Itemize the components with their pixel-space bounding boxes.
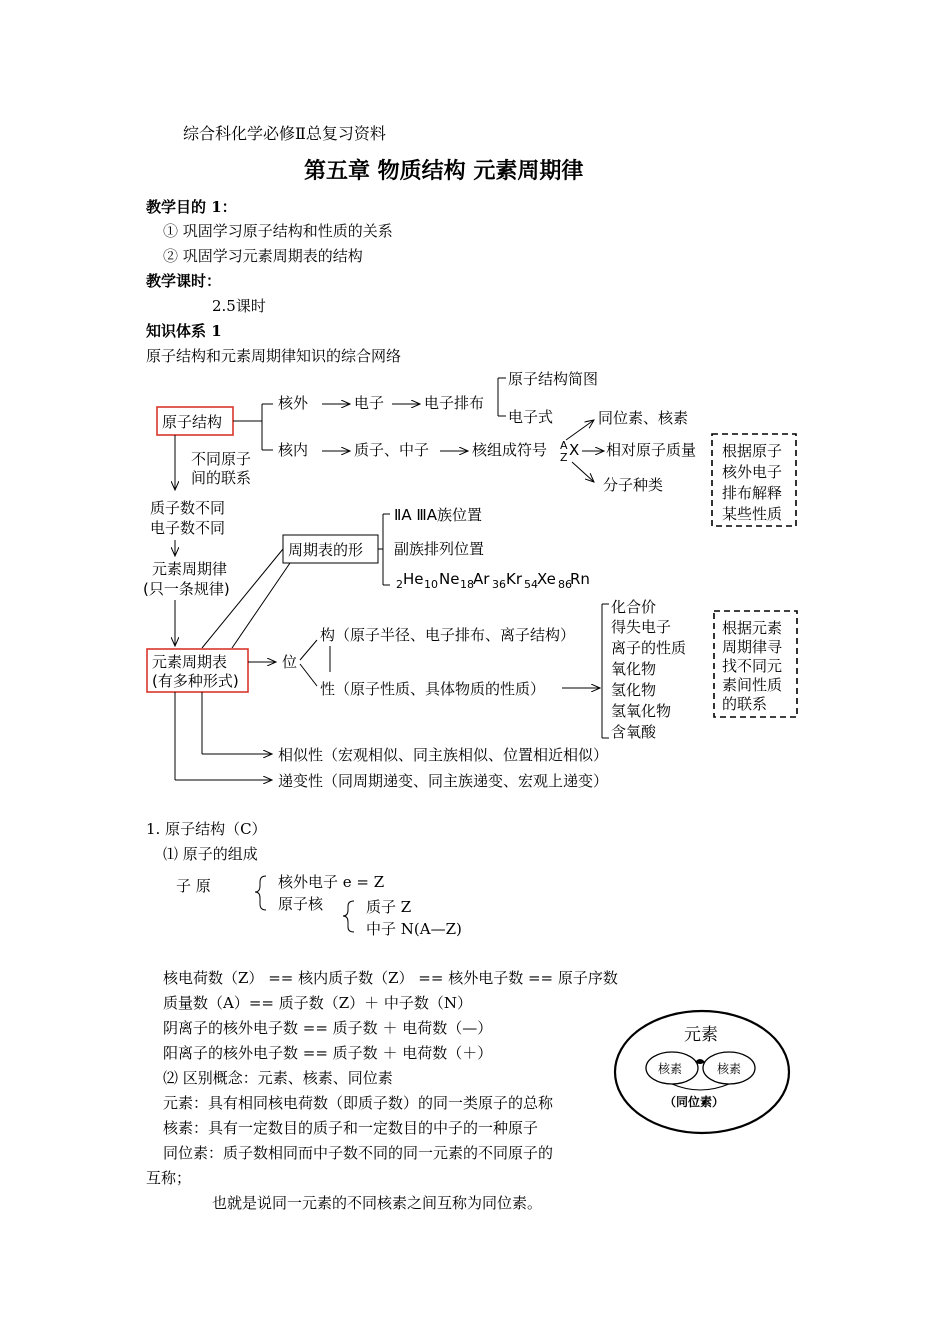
atomic-number: 18 <box>460 578 474 591</box>
periodic-law-line: (只一条规律) <box>143 580 230 598</box>
element-kr: Kr <box>506 570 523 588</box>
equation-line: 阳离子的核外电子数 == 质子数 ＋ 电荷数（＋） <box>163 1044 493 1062</box>
property-item: 离子的性质 <box>611 639 687 657</box>
atomic-number: 2 <box>396 578 403 591</box>
neutron-line: 中子 N(A—Z) <box>366 920 462 938</box>
mass-number-symbol: A <box>560 439 568 452</box>
electron-formula-label: 电子式 <box>508 408 554 426</box>
section-heading: 1. 原子结构（C） <box>146 820 267 838</box>
objective-item: ① 巩固学习原子结构和性质的关系 <box>163 222 393 240</box>
objective-item: ② 巩固学习元素周期表的结构 <box>163 247 363 265</box>
atom-label: 子 原 <box>176 877 211 895</box>
dashed-box-line: 根据元素 <box>722 619 783 637</box>
relative-mass-label: 相对原子质量 <box>606 441 697 459</box>
property-item: 氢氧化物 <box>611 702 672 720</box>
knowledge-heading: 知识体系 1 <box>146 322 222 340</box>
nucleus-brace <box>343 901 354 932</box>
atomic-number: 86 <box>558 578 572 591</box>
definition-line: 互称； <box>146 1169 192 1187</box>
dashed-box-line: 的联系 <box>722 695 768 713</box>
composition-brace <box>255 876 266 910</box>
atomic-number: 36 <box>492 578 506 591</box>
dashed-box-line: 周期律寻 <box>722 638 783 656</box>
property-item: 得失电子 <box>611 618 672 636</box>
hours-value: 2.5课时 <box>212 297 266 315</box>
dashed-box-line: 素间性质 <box>722 676 783 694</box>
element-venn-diagram <box>615 1011 789 1133</box>
document-subtitle: 综合科化学必修Ⅱ总复习资料 <box>183 124 386 143</box>
element-symbol: X <box>569 441 580 459</box>
nucleus-line: 原子核 <box>278 895 324 913</box>
position-label: 位 <box>282 653 298 671</box>
relation-note-line: 间的联系 <box>191 469 252 487</box>
proton-line: 质子 Z <box>366 898 412 916</box>
dashed-box-line: 找不同元 <box>722 657 783 675</box>
structure-branch-label: 构（原子半径、电子排布、离子结构） <box>320 626 576 644</box>
property-item: 化合价 <box>611 598 657 616</box>
equation-line: 阴离子的核外电子数 == 质子数 ＋ 电荷数（—） <box>163 1019 493 1037</box>
electron-arrangement-label: 电子排布 <box>424 394 485 412</box>
objectives-heading: 教学目的 1： <box>146 198 237 216</box>
periodic-table-line: (有多种形式) <box>152 672 239 690</box>
knowledge-intro: 原子结构和元素周期律知识的综合网络 <box>146 347 402 365</box>
outer-electron-line: 核外电子 e = Z <box>278 873 385 891</box>
summary-line: 也就是说同一元素的不同核素之间互称为同位素。 <box>212 1194 543 1212</box>
element-rn: Rn <box>570 570 590 588</box>
similarity-label: 相似性（宏观相似、同主族相似、位置相近相似） <box>278 746 609 764</box>
subsection-heading: ⑵ 区别概念：元素、核素、同位素 <box>163 1069 393 1087</box>
property-branch-label: 性（原子性质、具体物质的性质） <box>320 680 546 698</box>
inside-label: 核内 <box>278 441 309 459</box>
equation-line: 质量数（A）== 质子数（Z）＋ 中子数（N） <box>163 994 473 1012</box>
element-he: He <box>403 570 424 588</box>
hours-heading: 教学课时： <box>146 272 222 290</box>
atom-structure-label: 原子结构 <box>162 413 223 431</box>
property-item: 氧化物 <box>611 660 657 678</box>
atomic-number: 10 <box>424 578 438 591</box>
proton-diff-line: 电子数不同 <box>150 519 226 537</box>
outside-label: 核外 <box>278 394 309 412</box>
definition-line: 元素：具有相同核电荷数（即质子数）的同一类原子的总称 <box>163 1094 554 1112</box>
subsection-heading: ⑴ 原子的组成 <box>163 845 258 863</box>
chapter-title: 第五章 物质结构 元素周期律 <box>304 158 584 184</box>
noble-gas-row <box>396 570 590 591</box>
dashed-box-line: 某些性质 <box>722 505 783 523</box>
venn-outer-label: 元素 <box>684 1025 718 1045</box>
electron-label: 电子 <box>354 394 385 412</box>
periodic-table-line: 元素周期表 <box>152 653 228 671</box>
gradual-label: 递变性（同周期递变、同主族递变、宏观上递变） <box>278 772 609 790</box>
dashed-box-line: 核外电子 <box>722 463 783 481</box>
property-item: 含氧酸 <box>611 723 657 741</box>
nuclear-symbol-label: 核组成符号 <box>472 441 548 459</box>
dashed-box-line: 排布解释 <box>722 484 783 502</box>
element-xe: Xe <box>537 570 556 588</box>
atomic-number: 54 <box>524 578 538 591</box>
molecule-kinds-label: 分子种类 <box>603 476 664 494</box>
definition-line: 同位素：质子数相同而中子数不同的同一元素的不同原子的 <box>163 1144 554 1162</box>
atomic-number-symbol: Z <box>560 451 568 464</box>
proton-diff-line: 质子数不同 <box>150 499 226 517</box>
periodic-law-line: 元素周期律 <box>152 560 228 578</box>
property-item: 氢化物 <box>611 681 657 699</box>
dashed-box-line: 根据原子 <box>722 442 783 460</box>
isotope-nuclide-label: 同位素、核素 <box>598 409 689 427</box>
equation-line: 核电荷数（Z） == 核内质子数（Z） == 核外电子数 == 原子序数 <box>163 969 618 987</box>
element-ar: Ar <box>473 570 490 588</box>
relation-note-line: 不同原子 <box>191 450 252 468</box>
venn-bottom-label: （同位素） <box>664 1095 725 1109</box>
proton-neutron-label: 质子、中子 <box>354 441 430 459</box>
venn-right-label: 核素 <box>717 1062 742 1076</box>
definition-line: 核素：具有一定数目的质子和一定数目的中子的一种原子 <box>163 1119 539 1137</box>
group-positions-label: ⅡA ⅢA族位置 <box>394 506 483 524</box>
element-ne: Ne <box>439 570 460 588</box>
venn-left-label: 核素 <box>658 1062 683 1076</box>
subgroup-label: 副族排列位置 <box>394 540 485 558</box>
table-form-label: 周期表的形 <box>288 541 364 559</box>
structure-diagram-label: 原子结构简图 <box>508 370 599 388</box>
